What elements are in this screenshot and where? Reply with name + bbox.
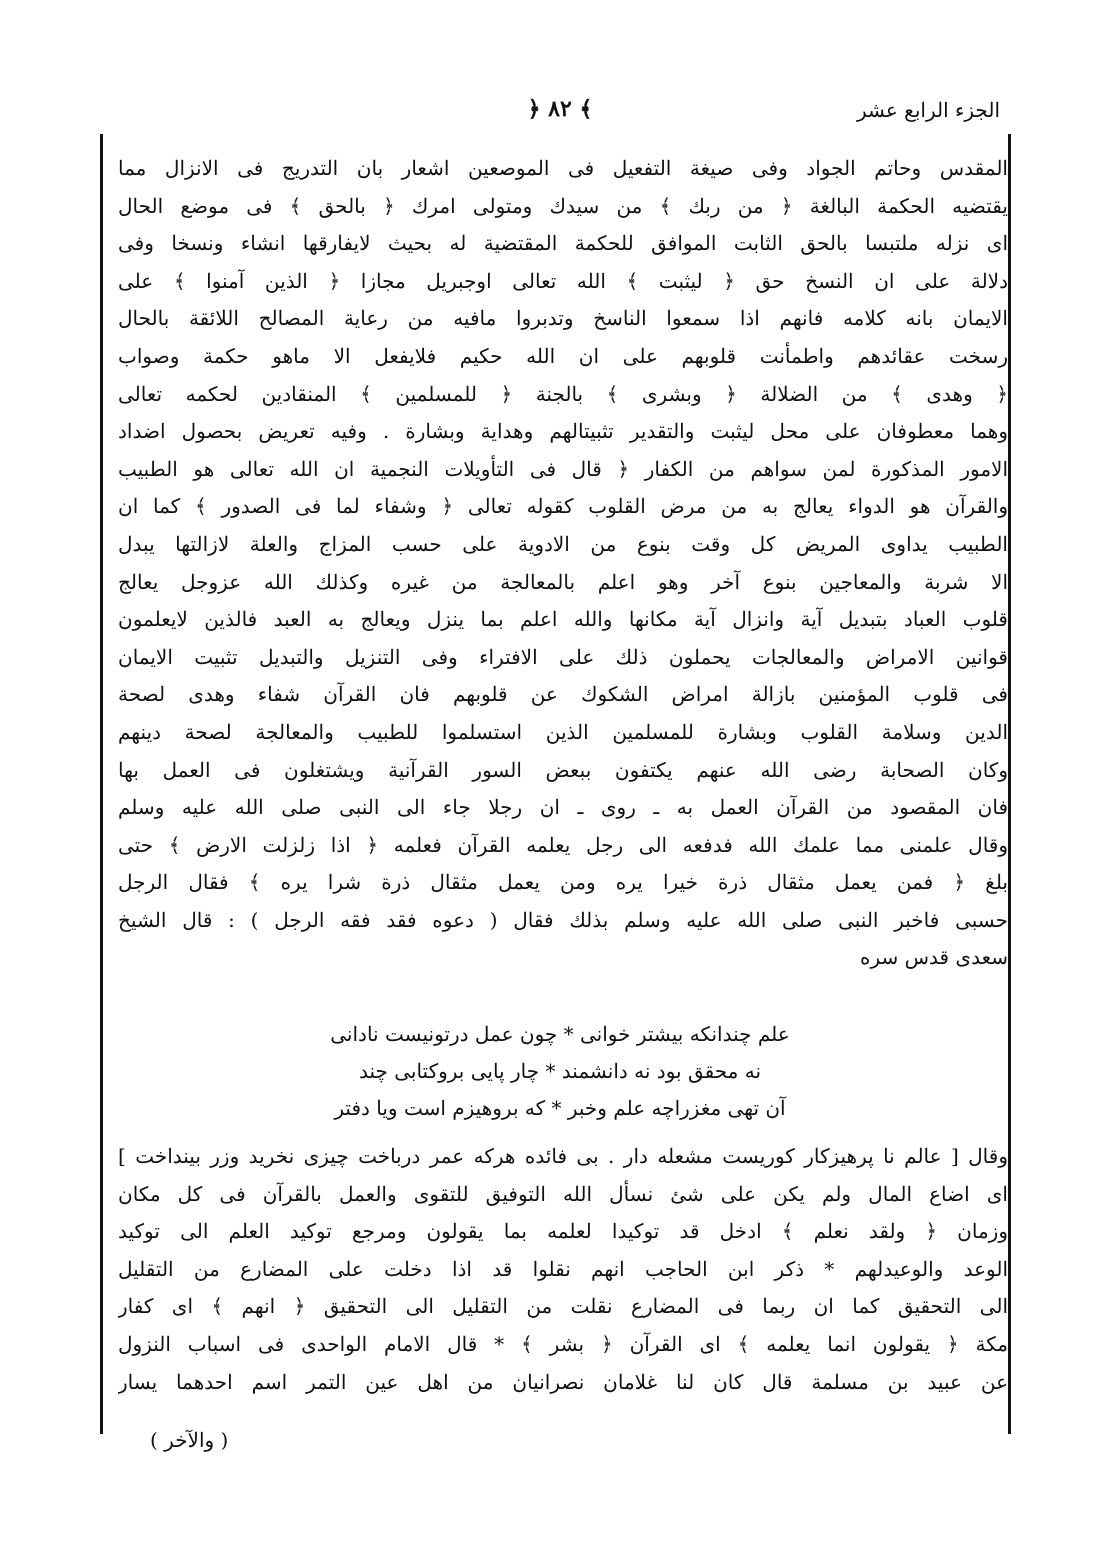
page-number: ﴿ ٨٢ ﴾ <box>527 96 593 122</box>
text-line: والقرآن هو الدواء يعالج به من مرض القلوب كقوله تعالى ﴿ وشفاء لما فى الصدور ﴾ كما ان <box>118 494 1008 519</box>
poem-verse: آن تهى مغزراچه علم وخبر * كه بروهيزم است ويا دفتر <box>334 1096 786 1120</box>
text-line: الوعد والوعيدلهم * ذكر ابن الحاجب انهم نقلوا قد اذا دخلت على المضارع من التقليل <box>118 1256 1008 1281</box>
text-line: رسخت عقائدهم واطمأنت قلوبهم على ان الله حكيم فلايفعل الا ماهو حكمة وصواب <box>118 343 1008 368</box>
poem-verse: علم چندانكه بيشتر خوانى * چون عمل درتونيست نادانى <box>330 1022 790 1046</box>
text-line: وهما معطوفان على محل ليثبت والتقدير تثبيتالهم وهداية وبشارة . وفيه تعريض بحصول اضداد <box>118 419 1008 444</box>
text-line: الدين وسلامة القلوب وبشارة للمسلمين الذين استسلموا للطبيب والمعالجة لصحة دينهم <box>118 719 1008 744</box>
text-line: سعدى قدس سره <box>859 945 1008 970</box>
right-frame-border <box>1008 134 1011 1434</box>
text-line: عن عبيد بن مسلمة قال كان لنا غلامان نصرانيان من اهل عين التمر اسم احدهما يسار <box>118 1369 1008 1394</box>
text-line: الايمان بانه كلامه فانهم اذا سمعوا الناسخ وتدبروا مافيه من رعاية المصالح اللائقة بالحال <box>118 306 1008 331</box>
catchword: ( والآخر ) <box>150 1428 229 1452</box>
text-line: بلغ ﴿ فمن يعمل مثقال ذرة خيرا يره ومن يعمل مثقال ذرة شرا يره ﴾ فقال الرجل <box>118 870 1008 895</box>
main-text-block <box>118 150 1008 977</box>
text-line: الا شربة والمعاجين بنوع آخر وهو اعلم بالمعالجة من غيره وكذلك الله عزوجل يعالج <box>118 569 1008 594</box>
text-line: وكان الصحابة رضى الله عنهم يكتفون ببعض السور القرآنية ويشتغلون فى العمل بها <box>118 757 1008 782</box>
text-line: وزمان ﴿ ولقد نعلم ﴾ ادخل قد توكيدا لعلمه بما يقولون ومرجع توكيد العلم الى توكيد <box>118 1219 1008 1244</box>
text-line: وقال [ عالم نا پرهيزكار كوريست مشعله دار . بى فائده هركه عمر درباخت چيزى نخريد وزر بينداخت ] <box>118 1144 1008 1168</box>
text-line: حسبى فاخبر النبى صلى الله عليه وسلم بذلك فقال ( دعوه فقد فقه الرجل ) : قال الشيخ <box>118 907 1008 932</box>
poem-verse: نه محقق بود نه دانشمند * چار پايى بروكتابى چند <box>358 1059 762 1083</box>
page-header <box>120 96 1000 130</box>
text-line: مكة ﴿ يقولون انما يعلمه ﴾ اى القرآن ﴿ بشر ﴾ * قال الامام الواحدى فى اسباب النزول <box>118 1331 1008 1356</box>
text-line: وقال علمنى مما علمك الله فدفعه الى رجل يعلمه القرآن فعلمه ﴿ اذا زلزلت الارض ﴾ حتى <box>118 832 1008 857</box>
persian-poem <box>200 1016 920 1127</box>
text-line: الى التحقيق كما ان ربما فى المضارع نقلت من التقليل الى التحقيق ﴿ انهم ﴾ اى كفار <box>118 1294 1008 1319</box>
text-line: ﴿ وهدى ﴾ من الضلالة ﴿ وبشرى ﴾ بالجنة ﴿ للمسلمين ﴾ المنقادين لحكمه تعالى <box>118 381 1008 406</box>
text-line: الطبيب يداوى المريض كل وقت بنوع من الادوية على حسب المزاج والعلة لازالتها يبدل <box>118 531 1008 556</box>
text-line: فان المقصود من القرآن العمل به ـ روى ـ ان رجلا جاء الى النبى صلى الله عليه وسلم <box>118 795 1008 820</box>
text-line: يقتضيه الحكمة البالغة ﴿ من ربك ﴾ من سيدك ومتولى امرك ﴿ بالحق ﴾ فى موضع الحال <box>118 193 1008 218</box>
text-line: الامور المذكورة لمن سواهم من الكفار ﴿ قال فى التأويلات النجمية ان الله تعالى هو الطبيب <box>118 456 1008 481</box>
left-frame-border <box>100 134 103 1434</box>
text-line: فى قلوب المؤمنين بازالة امراض الشكوك عن قلوبهم فان القرآن شفاء وهدى لصحة <box>118 682 1008 707</box>
text-line: اى نزله ملتبسا بالحق الثابت الموافق للحكمة المقتضية له بحيث لايفارقها انشاء ونسخا وفى <box>118 231 1008 256</box>
text-line: دلالة على ان النسخ حق ﴿ ليثبت ﴾ الله تعالى اوجبريل مجازا ﴿ الذين آمنوا ﴾ على <box>118 268 1008 293</box>
text-line: اى اضاع المال ولم يكن على شئ نسأل الله التوفيق للتقوى والعمل بالقرآن فى كل مكان <box>118 1181 1008 1206</box>
part-title: الجزء الرابع عشر <box>857 98 1000 122</box>
text-line: المقدس وحاتم الجواد وفى صيغة التفعيل فى الموصعين اشعار بان التدريج فى الانزال مما <box>118 156 1008 180</box>
text-line: قلوب العباد بتبديل آية وانزال آية مكانها والله اعلم بما ينزل ويعالج به العبد فالذين لايعلمون <box>118 607 1008 632</box>
text-line: قوانين الامراض والمعالجات يحملون ذلك على الافتراء وفى التنزيل والتبديل تثبيت الايمان <box>118 644 1008 669</box>
continued-text-block <box>118 1138 1008 1401</box>
